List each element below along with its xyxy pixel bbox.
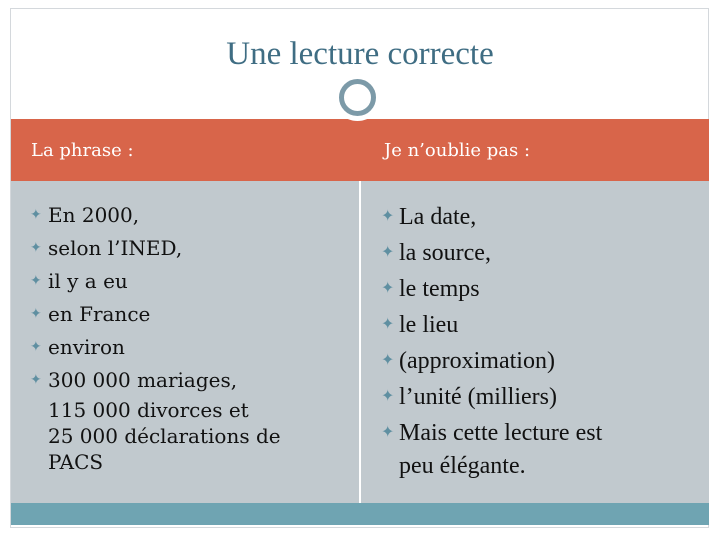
column-divider: [359, 181, 361, 503]
list-item: ✦ En 2000,: [30, 199, 350, 232]
bullet-icon: ✦: [30, 207, 42, 223]
bullet-icon: ✦: [381, 280, 395, 297]
bullet-icon: ✦: [381, 352, 395, 369]
list-item: ✦ le lieu: [381, 307, 701, 343]
right-bullet-list: [381, 199, 701, 481]
bullet-icon: ✦: [30, 372, 42, 388]
list-item: ✦ il y a eu: [30, 265, 350, 298]
header-la-phrase: La phrase :: [31, 140, 134, 161]
list-item: ✦ la source,: [381, 235, 701, 271]
list-item: ✦ selon l’INED,: [30, 232, 350, 265]
slide-footer-bar: [11, 503, 709, 525]
list-item: ✦ environ: [30, 331, 350, 364]
bullet-icon: ✦: [381, 244, 395, 261]
bullet-icon: ✦: [381, 208, 395, 225]
left-bullet-list: [30, 199, 350, 475]
bullet-icon: ✦: [30, 306, 42, 322]
bullet-icon: ✦: [381, 424, 395, 441]
list-item: ✦ (approximation): [381, 343, 701, 379]
list-item: ✦ le temps: [381, 271, 701, 307]
bullet-icon: ✦: [30, 240, 42, 256]
bullet-icon: ✦: [381, 388, 395, 405]
list-item: ✦ 300 000 mariages, 115 000 divorces et 25 000 déclarations de PACS: [30, 364, 350, 475]
bullet-icon: ✦: [30, 339, 42, 355]
header-je-noublie-pas: Je n’oublie pas :: [384, 140, 531, 161]
list-item: ✦ Mais cette lecture est peu élégante.: [381, 415, 701, 481]
list-item: ✦ l’unité (milliers): [381, 379, 701, 415]
bullet-icon: ✦: [30, 273, 42, 289]
bullet-icon: ✦: [381, 316, 395, 333]
list-item: ✦ en France: [30, 298, 350, 331]
circle-ornament-icon: [339, 79, 376, 116]
slide-title: Une lecture correcte: [226, 36, 494, 72]
list-item: ✦ La date,: [381, 199, 701, 235]
